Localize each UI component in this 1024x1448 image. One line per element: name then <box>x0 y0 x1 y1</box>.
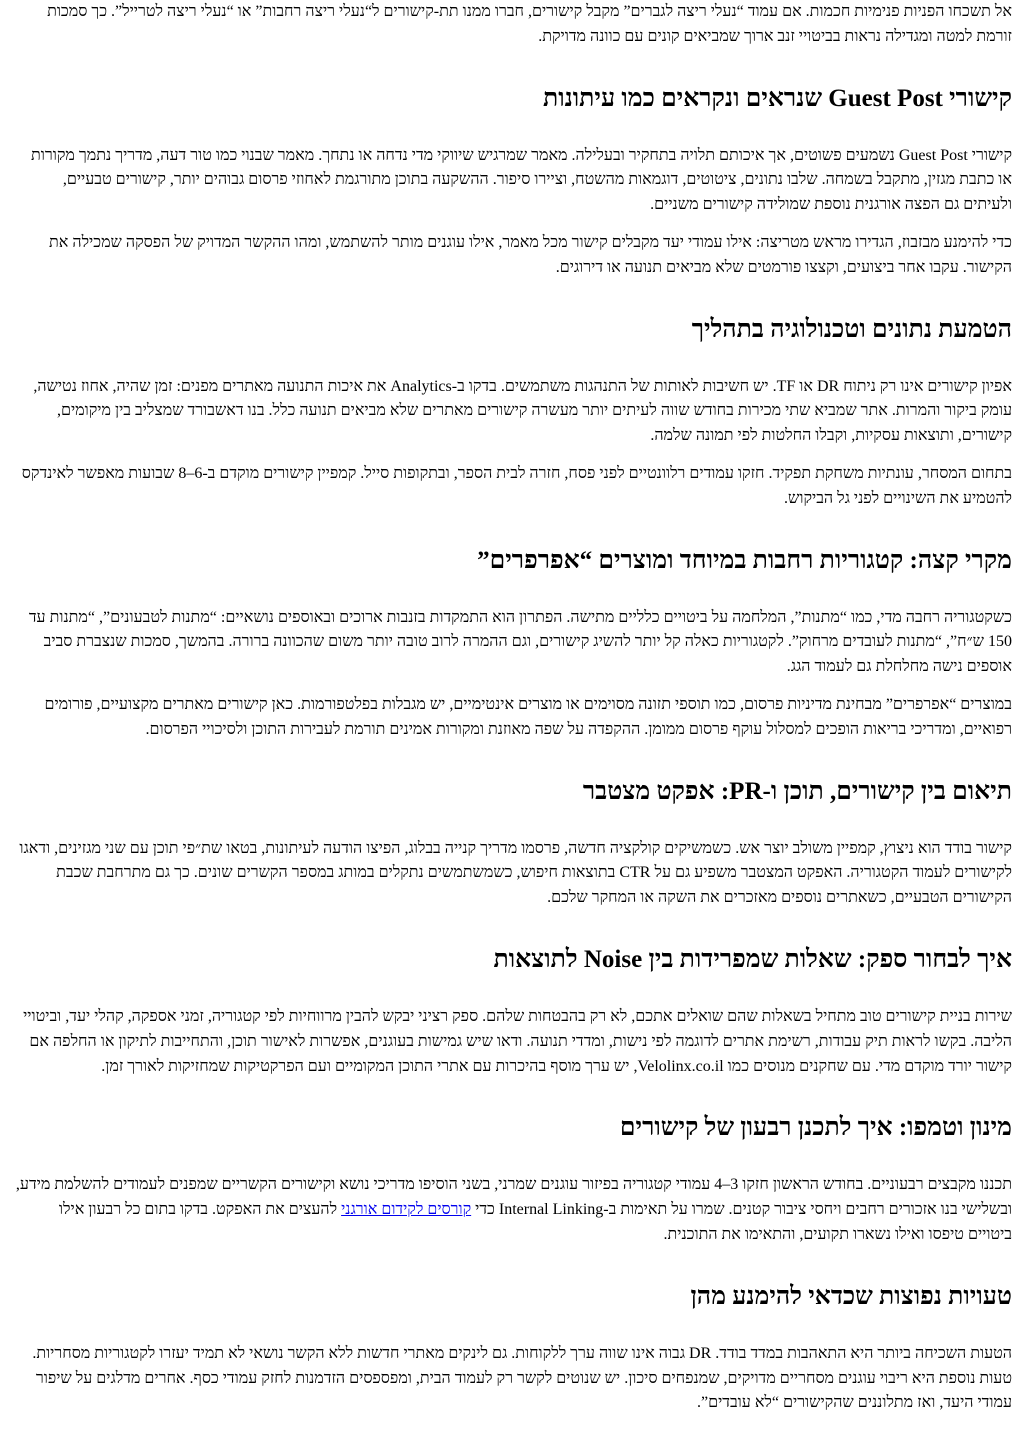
paragraph: קישור בודד הוא ניצוץ, קמפיין משולב יוצר אש. כשמשיקים קולקציה חדשה, פרסמו מדריך קנייה בבלוג, הפיצו הודעה לעיתונות, בטאו שת״פי תוכן עם שני מגזינים, ודאגו לקישורים לעמוד הקטגוריה. האפקט המצטבר משפיע גם על CTR בתוצאות חיפוש, כשמשתמשים נתקלים במותג במספר הקשרים שונים. כך גם מתרחבת שכבת הקישורים הטבעיים, כשאתרים נוספים מאזכרים את השקה או המחקר שלכם. <box>19 839 1012 907</box>
paragraph: אפיון קישורים אינו רק ניתוח DR או TF. יש חשיבות לאותות של התנהגות משתמשים. בדקו ב-Analytics את איכות התנועה מאתרים מפנים: זמן שהיה, אחוז נטישה, עומק ביקור והמרות. אתר שמביא שתי מכירות בחודש שווה לעיתים יותר מעשרה קישורים מאתרים שלא מביאים תנועה כלל. בנו דאשבורד שמצליב בין מיקומים, קישורים, ותוצאות עסקיות, וקבלו החלטות לפי תמונה שלמה. <box>33 377 1012 445</box>
paragraph: שירות בניית קישורים טוב מתחיל בשאלות שהם שואלים אתכם, לא רק בהבטחות שלהם. ספק רציני יבקש להבין מרווחיות לפי קטגוריה, זמני אספקה, קהלי יעד, וביטויי הליבה. בקשו לראות תיק עבודות, רשימת אתרים לדוגמה לפי נישות, ומדדי תנועה. ודאו שיש גמישות בעוגנים, אפשרות לאישור תוכן, והתחייבות לתיקון או החלפה אם קישור יורד מוקדם מדי. עם שחקנים מנוסים כמו Velolinx.co.il, יש ערך מוסף בהיכרות עם אתרי התוכן המקומיים ועם הפרקטיקות שמחזיקות לאורך זמן. <box>23 1007 1012 1075</box>
heading-guest-post: קישורי Guest Post שנראים ונקראים כמו עיתונות <box>543 84 1012 112</box>
paragraph: הטעות השכיחה ביותר היא התאהבות במדד בודד. DR גבוה אינו שווה ערך ללקוחות. גם לינקים מאתרי חדשות ללא הקשר נושאי לא תמיד יעזרו לקטגוריות מסחריות. טעות נוספת היא ריבוי עוגנים מסחריים מדויקים, שמנפחים סיכון. יש שנוטים לקשר רק לעמוד הבית, ומפספסים הזדמנות לחזק עמודי כסף. אחרים מדלגים על שיפור עמודי היעד, ואז מתלוננים שהקישורים “לא עובדים”. <box>32 1344 1012 1412</box>
heading-coordination: תיאום בין קישורים, תוכן ו-PR: אפקט מצטבר <box>582 777 1012 805</box>
paragraph: כשקטגוריה רחבה מדי, כמו “מתנות”, המלחמה על ביטויים כלליים מתישה. הפתרון הוא התמקדות בזנבות ארוכים ובאוספים נושאיים: “מתנות לטבעונים”, “מתנות עד 150 ש״ח”, “מתנות לעובדים מרחוק”. לקטגוריות כאלה קל יותר להשיג קישורים, וגם ההמרה לרוב טובה יותר משום שהכוונה ברורה. בהמשך, סמכות שנצברת סביב אוספים נישה מחלחלת גם לעמוד הגג. <box>28 608 1012 676</box>
intro-paragraph: אל תשכחו הפניות פנימיות חכמות. אם עמוד “נעלי ריצה לגברים” מקבל קישורים, חברו ממנו תת-קישורים ל“נעלי ריצה רחבות” או “נעלי ריצה לטרייל”. כך סמכות זורמת למטה ומגדילה נראות בביטויי זנב ארוך שמביאים קונים עם כוונה מדויקת. <box>47 3 1012 45</box>
paragraph-text: להעצים את האפקט. בדקו בתום כל רבעון אילו ביטויים טיפסו ואילו נשארו תקועים, והתאימו את התוכנית. <box>58 1201 1012 1243</box>
paragraph: קישורי Guest Post נשמעים פשוטים, אך איכותם תלויה בתחקיר ובעלילה. מאמר שמרגיש שיווקי מדי נדחה או נתחך. מאמר שבנוי כמו טור דעה, מדריך נתמך מקורות או כתבת מגזין, מתקבל בשמחה. שלבו נתונים, ציטוטים, דוגמאות מהשטח, וציירו סיפור. ההשקעה בתוכן מתורגמת לאחוזי פרסום גבוהים יותר, קישורים טבעיים, ולעיתים גם הפצה אורגנית נוספת שמולידה קישורים משניים. <box>31 146 1012 214</box>
paragraph-text: תכננו מקבצים רבעוניים. בחודש הראשון חזקו 3–4 עמודי קטגוריה בפיזור עוגנים שמרני, בשני הוסיפו מדריכי נושא וקישורים הקשריים שמפנים לעמודים להשלמת מידע, ובשלישי בנו אזכורים רחבים ויחסי ציבור קטנים. שמרו על תאימות ב-Internal Linking כדי <box>15 1176 1012 1219</box>
heading-edge-cases: מקרי קצה: קטגוריות רחבות במיוחד ומוצרים “אפרפרים” <box>477 546 1012 574</box>
paragraph: במוצרים “אפרפרים” מבחינת מדיניות פרסום, כמו תוספי תזונה מסוימים או מוצרים אינטימיים, יש מגבלות בפלטפורמות. כאן קישורים מאתרים מקצועיים, פורומים רפואיים, ומדריכי בריאות הופכים למסלול עוקף פרסום ממומן. ההקפדה על שפה מאוזנת ומקורות אמינים תורמת לעבירות התוכן ולסיכויי הפרסום. <box>44 695 1012 738</box>
heading-data-technology: הטמעת נתונים וטכנולוגיה בתהליך <box>691 315 1012 343</box>
paragraph-with-link <box>14 1173 1012 1247</box>
heading-common-mistakes: טעויות נפוצות שכדאי להימנע מהן <box>690 1282 1012 1310</box>
paragraph: כדי להימנע מבזבוז, הגדירו מראש מטריצה: אילו עמודי יעד מקבלים קישור מכל מאמר, אילו עוגנים מותר להשתמש, ומהו ההקשר המדויק של הפסקה שמכילה את הקישור. עקבו אחר ביצועים, וקצצו פורמטים שלא מביאים תנועה או דירוגים. <box>49 233 1012 276</box>
heading-quarter-plan: מינון וטמפו: איך לתכנן רבעון של קישורים <box>619 1114 1012 1142</box>
heading-choose-provider: איך לבחור ספק: שאלות שמפרידות בין Noise לתוצאות <box>493 945 1012 973</box>
organic-seo-courses-link[interactable]: קורסים לקידום אורגני <box>341 1201 472 1219</box>
paragraph: בתחום המסחר, עונתיות משחקת תפקיד. חזקו עמודים רלוונטיים לפני פסח, חזרה לבית הספר, ובתקופות סייל. קמפיין קישורים מוקדם ב-6–8 שבועות מאפשר לאינדקס להטמיע את השינויים לפני גל הביקוש. <box>21 464 1012 507</box>
